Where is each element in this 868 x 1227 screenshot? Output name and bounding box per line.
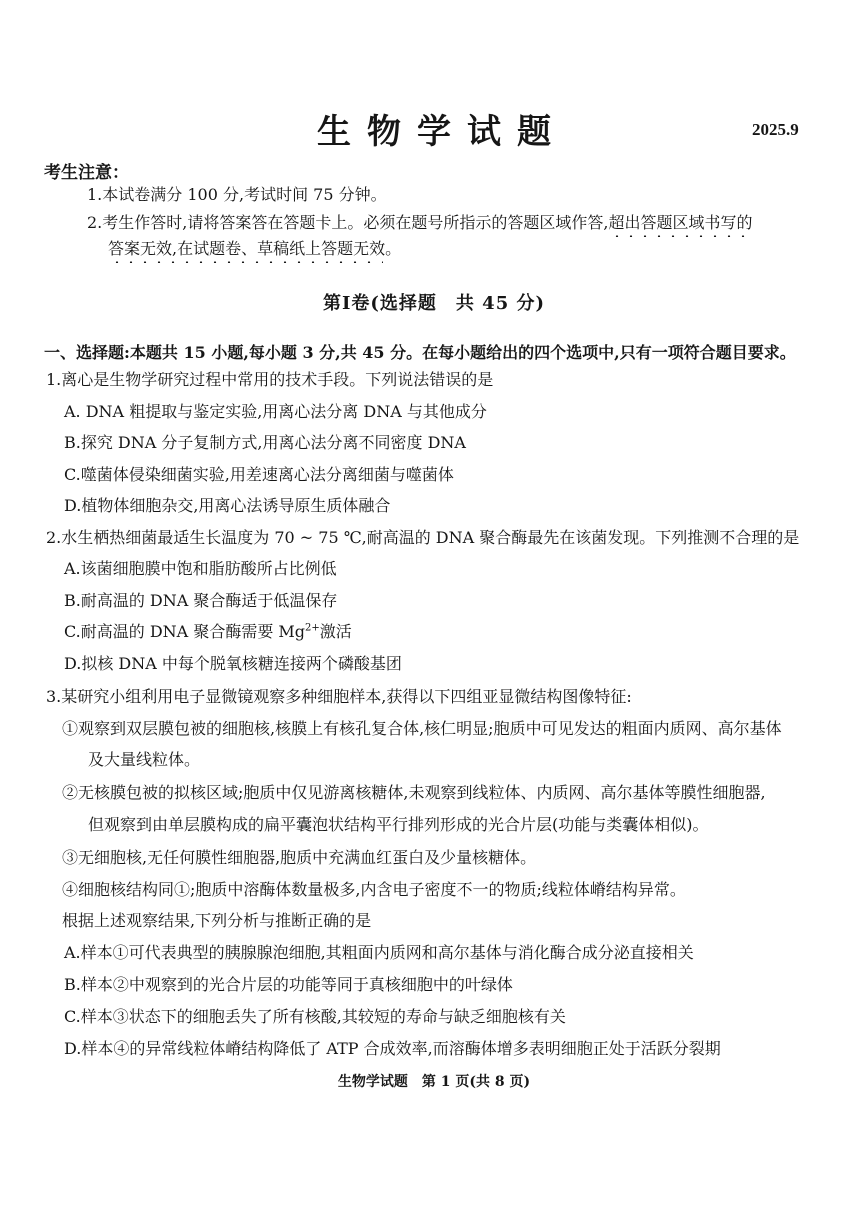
question-1-option-a: A. DNA 粗提取与鉴定实验,用离心法分离 DNA 与其他成分 (64, 402, 487, 421)
notice-item-1: 1.本试卷满分 100 分,考试时间 75 分钟。 (87, 185, 387, 204)
question-1-option-b: B.探究 DNA 分子复制方式,用离心法分离不同密度 DNA (64, 433, 466, 452)
question-3-option-d: D.样本④的异常线粒体嵴结构降低了 ATP 合成效率,而溶酶体增多表明细胞正处于活跃分裂期 (64, 1039, 721, 1058)
question-3-option-b: B.样本②中观察到的光合片层的功能等同于真核细胞中的叶绿体 (64, 975, 513, 994)
notice-item-2-end: 。 (385, 239, 402, 258)
notice-heading: 考生注意： (44, 163, 129, 183)
question-3-stem: 3.某研究小组利用电子显微镜观察多种细胞样本,获得以下四组亚显微结构图像特征: (46, 687, 632, 706)
question-1-stem: 1.离心是生物学研究过程中常用的技术手段。下列说法错误的是 (46, 370, 494, 389)
page-title: 生物学试题 (317, 112, 567, 152)
notice-item-2-text: 2.考生作答时,请将答案答在答题卡上。必须在题号所指示的答题区域作答, (87, 213, 609, 232)
page-footer: 生物学试题 第 1 页(共 8 页) (337, 1074, 531, 1090)
notice-item-2-line-2 (108, 239, 401, 259)
observation-1-cont: 及大量线粒体。 (88, 750, 201, 769)
notice-item-2-line-1 (87, 213, 752, 233)
question-2-option-c-end: 激活 (319, 622, 352, 641)
question-3-ask: 根据上述观察结果,下列分析与推断正确的是 (62, 911, 372, 930)
observation-3: ③无细胞核,无任何膜性细胞器,胞质中充满血红蛋白及少量核糖体。 (62, 848, 537, 867)
charge-superscript: 2+ (305, 622, 320, 634)
question-2-stem: 2.水生栖热细菌最适生长温度为 70 ~ 75 ℃,耐高温的 DNA 聚合酶最先在该菌发现。下列推测不合理的是 (46, 528, 800, 547)
part-heading: 一、选择题:本题共 15 小题,每小题 3 分,共 45 分。在每小题给出的四个选项中,只有一项符合题目要求。 (44, 343, 796, 362)
question-2-option-a: A.该菌细胞膜中饱和脂肪酸所占比例低 (64, 559, 337, 578)
question-2-option-d: D.拟核 DNA 中每个脱氧核糖连接两个磷酸基团 (64, 654, 402, 673)
question-3-option-c: C.样本③状态下的细胞丢失了所有核酸,其较短的寿命与缺乏细胞核有关 (64, 1007, 566, 1026)
question-2-option-c-text: C.耐高温的 DNA 聚合酶需要 Mg (64, 622, 306, 641)
observation-4: ④细胞核结构同①;胞质中溶酶体数量极多,内含电子密度不一的物质;线粒体嵴结构异常。 (62, 880, 686, 899)
section-title: 第Ⅰ卷(选择题 共 45 分) (322, 293, 546, 314)
notice-emphasis-1: 超出答题区域书写的 (608, 213, 753, 232)
question-1-option-c: C.噬菌体侵染细菌实验,用差速离心法分离细菌与噬菌体 (64, 465, 454, 484)
notice-emphasis-2: 答案无效,在试题卷、草稿纸上答题无效 (108, 239, 386, 258)
question-2-option-b: B.耐高温的 DNA 聚合酶适于低温保存 (64, 591, 338, 610)
exam-date: 2025.9 (752, 120, 799, 139)
observation-1: ①观察到双层膜包被的细胞核,核膜上有核孔复合体,核仁明显;胞质中可见发达的粗面内质网、高尔基体 (62, 719, 782, 738)
question-3-option-a: A.样本①可代表典型的胰腺腺泡细胞,其粗面内质网和高尔基体与消化酶合成分泌直接相关 (64, 943, 694, 962)
question-2-option-c (64, 622, 352, 642)
observation-2-cont: 但观察到由单层膜构成的扁平囊泡状结构平行排列形成的光合片层(功能与类囊体相似)。 (88, 815, 709, 834)
question-1-option-d: D.植物体细胞杂交,用离心法诱导原生质体融合 (64, 496, 391, 515)
observation-2: ②无核膜包被的拟核区域;胞质中仅见游离核糖体,未观察到线粒体、内质网、高尔基体等膜性细胞器, (62, 783, 766, 802)
